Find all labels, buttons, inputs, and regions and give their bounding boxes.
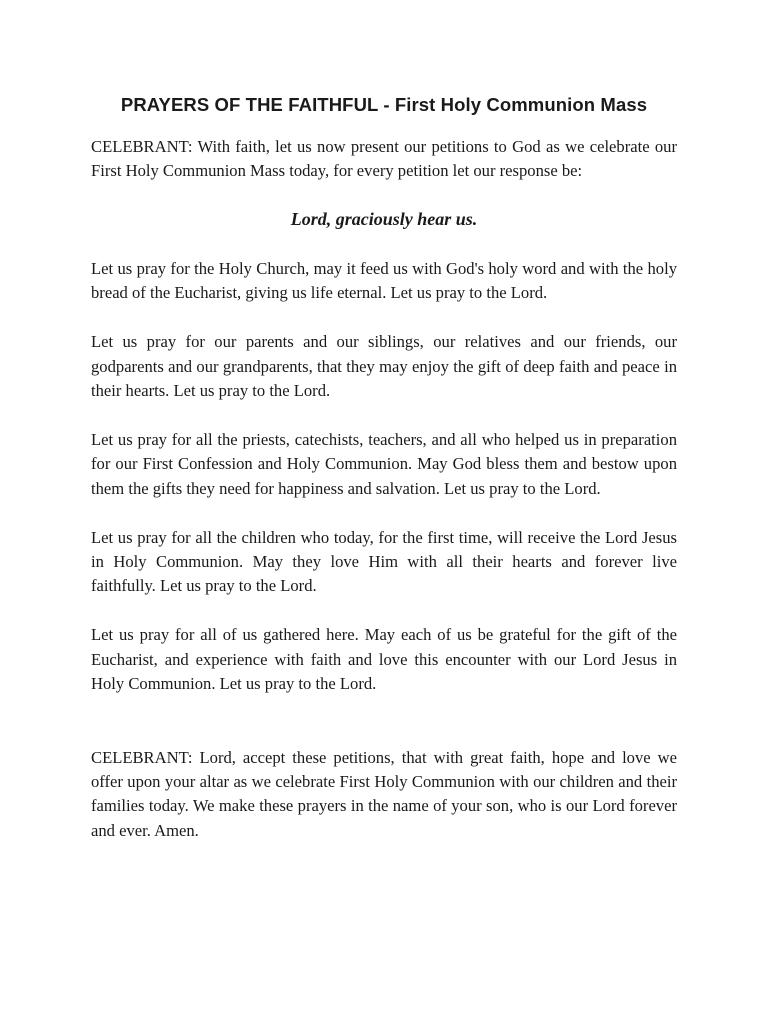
celebrant-intro: CELEBRANT: With faith, let us now present our petitions to God as we celebrate our First Holy Communion Mass today, for every petition let our response be: — [91, 137, 677, 181]
petition-gathered: Let us pray for all of us gathered here. May each of us be grateful for the gift of the Eucharist, and experience with faith and love this encounter with our Lord Jesus in Holy Communion. Let us pray to the Lord. — [91, 625, 677, 694]
petition-church: Let us pray for the Holy Church, may it feed us with God's holy word and with the holy bread of the Eucharist, giving us life eternal. Let us pray to the Lord. — [91, 258, 677, 303]
petition-children: Let us pray for all the children who today, for the first time, will receive the Lord Jesus in Holy Communion. May they love Him with all their hearts and forever live faithfully. Let us pray to the Lord. — [91, 527, 677, 596]
celebrant-closing: CELEBRANT: Lord, accept these petitions, that with great faith, hope and love we offer upon your altar as we celebrate First Holy Communion with our children and their families today. We make these prayers in the name of your son, who is our Lord forever and ever. Amen. — [91, 747, 677, 840]
petition-teachers: Let us pray for all the priests, catechists, teachers, and all who helped us in preparation for our First Confession and Holy Communion. May God bless them and bestow upon them the gifts they need for happiness and salvation. Let us pray to the Lord. — [91, 429, 677, 498]
response-line: Lord, graciously hear us. — [290, 208, 478, 229]
petition-family: Let us pray for our parents and our siblings, our relatives and our friends, our godparents and our grandparents, that they may enjoy the gift of deep faith and peace in their hearts. Let us pray to the Lord. — [91, 332, 677, 400]
document-page — [91, 92, 677, 843]
document-title: PRAYERS OF THE FAITHFUL - First Holy Communion Mass — [120, 94, 648, 115]
